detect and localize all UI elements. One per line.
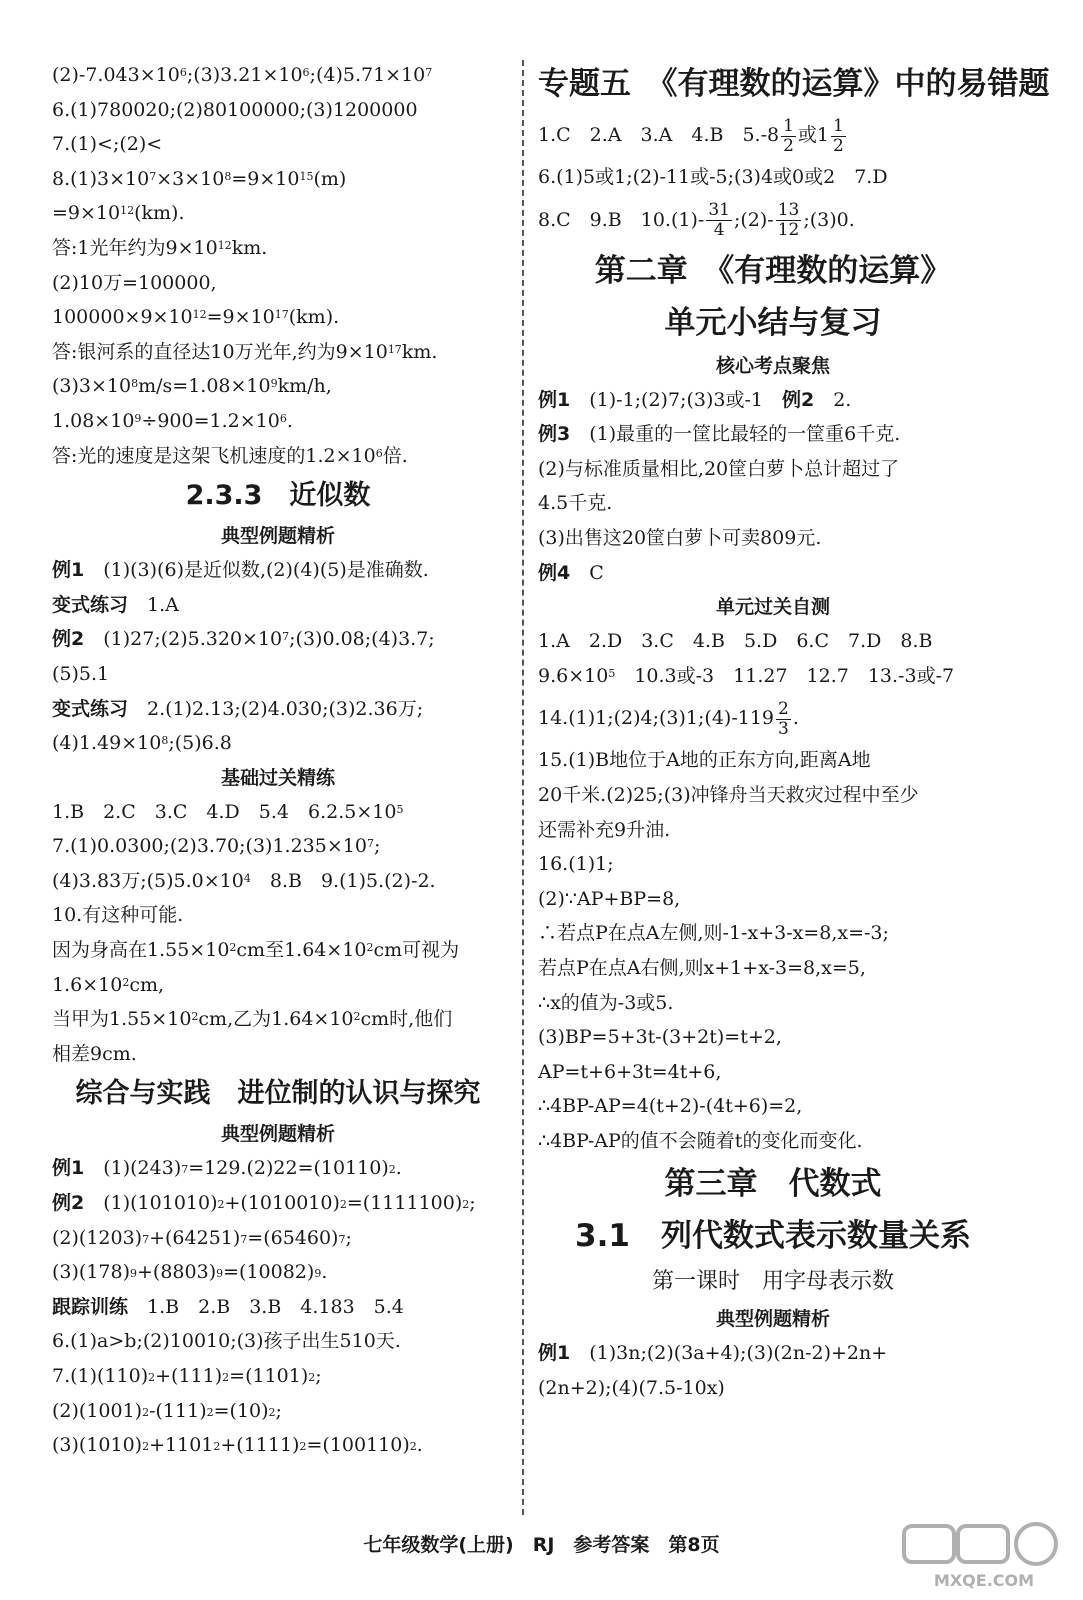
- answer-line: [52, 93, 504, 128]
- answer-line: [538, 882, 1008, 917]
- answer-text: =(100110): [306, 1434, 410, 1457]
- answer-text: 16.(1)1;: [538, 853, 614, 876]
- answer-text: (2n+2);(4)(7.5-10x): [538, 1377, 725, 1400]
- answer-text: (4)1.49×10: [52, 732, 162, 755]
- answer-line: [52, 162, 504, 197]
- section-heading: 专题五 《有理数的运算》中的易错题: [538, 66, 1050, 102]
- example-label: 例1: [52, 559, 85, 582]
- section-heading: 第二章 《有理数的运算》: [594, 252, 952, 289]
- base-subscript: 2: [142, 1440, 150, 1454]
- answer-text: m/s=1.08×10: [138, 375, 271, 398]
- answer-line: [538, 693, 1008, 743]
- exponent: 17: [274, 308, 289, 322]
- answer-line: [52, 657, 504, 692]
- base-subscript: 2: [462, 1198, 470, 1212]
- answer-text: =9×10: [206, 306, 275, 329]
- answer-line: [538, 847, 1008, 882]
- answer-text: 倍.: [382, 444, 408, 467]
- subsection-heading: 典型例题精析: [220, 1123, 335, 1146]
- answer-text: .: [286, 409, 293, 432]
- answer-text: 9.6×10: [538, 664, 609, 687]
- exponent: 7: [425, 66, 433, 79]
- answer-text: 20千米.(2)25;(3)冲锋舟当天救灾过程中至少: [538, 783, 919, 806]
- example-label: 跟踪训练: [52, 1295, 129, 1318]
- answer-text: cm可视为: [373, 939, 460, 962]
- answer-text: 1.6×10: [52, 973, 123, 996]
- answer-text: 10.有这种可能.: [52, 904, 184, 927]
- left-column: [52, 58, 504, 1463]
- answer-text: 相差9cm.: [52, 1042, 137, 1065]
- answer-text: =(10): [213, 1399, 269, 1422]
- answer-text: 若点P在点A右侧,则x+1+x-3=8,x=5,: [538, 956, 866, 979]
- answer-text: .: [416, 1434, 423, 1457]
- answer-text: ;(2)-: [733, 208, 774, 231]
- answer-text: 答:银河系的直径达10万光年,约为9×10: [52, 340, 388, 363]
- answer-text: ∴x的值为-3或5.: [538, 991, 674, 1014]
- answer-line: [538, 743, 1008, 778]
- fraction: [706, 201, 732, 240]
- example-label: 例1: [52, 1157, 85, 1180]
- answer-text: +(1111): [220, 1434, 300, 1457]
- answer-line: [52, 1255, 504, 1290]
- example-label: 例1: [538, 1342, 571, 1365]
- section-heading: 单元小结与复习: [664, 304, 882, 341]
- answer-text: (2)与标准质量相比,20筐白萝卜总计超过了: [538, 457, 900, 480]
- answer-line: [538, 659, 1008, 694]
- fraction-numerator: 13: [777, 200, 800, 221]
- right-column: [538, 58, 1050, 1406]
- base-subscript: 2: [222, 1371, 230, 1384]
- exponent: 9: [134, 411, 142, 425]
- subsection-heading: 典型例题精析: [715, 1308, 830, 1331]
- base-subscript: 2: [388, 1163, 396, 1177]
- answer-line: [52, 795, 504, 830]
- exponent: 2: [191, 1010, 199, 1024]
- fraction-denominator: 4: [713, 220, 725, 241]
- answer-text: 8.C 9.B 10.(1)-: [538, 208, 705, 231]
- answer-text: =(10082): [223, 1261, 315, 1284]
- section-heading: 2.3.3 近似数: [185, 480, 371, 512]
- exponent: 8: [224, 169, 232, 183]
- answer-line: [538, 986, 1008, 1021]
- exponent: 6: [375, 446, 383, 460]
- exponent: 12: [192, 308, 207, 322]
- base-subscript: 2: [299, 1440, 307, 1454]
- answer-text: (m): [313, 167, 347, 190]
- answer-text: (km).: [288, 306, 340, 329]
- answer-line: [52, 404, 504, 439]
- subsection-heading: 基础过关精练: [220, 766, 335, 789]
- answer-text: ;: [275, 1399, 282, 1422]
- answer-text: (1)(243): [84, 1157, 182, 1180]
- answer-text: (3)3×10: [52, 375, 132, 398]
- answer-text: 6.(1)780020;(2)80100000;(3)1200000: [52, 98, 418, 121]
- answer-line: [52, 1002, 504, 1037]
- base-subscript: 2: [148, 1371, 156, 1384]
- answer-line: [538, 110, 1008, 160]
- page-footer: 七年级数学(上册) RJ 参考答案 第8页: [363, 1534, 720, 1556]
- answer-text: 1.A: [128, 593, 179, 616]
- answer-line: [52, 1037, 504, 1072]
- answer-line: [538, 556, 1008, 591]
- answer-line: [52, 933, 504, 968]
- answer-line: [52, 231, 504, 266]
- answer-text: (5)5.1: [52, 662, 110, 685]
- subsection-heading: 核心考点聚焦: [715, 354, 830, 377]
- answer-text: 1.C 2.A 3.A 4.B 5.-8: [538, 124, 780, 146]
- answer-text: =129.(2)22=(10110): [188, 1157, 389, 1180]
- answer-line: [538, 160, 1008, 195]
- example-label: 变式练习: [52, 593, 129, 616]
- answer-text: (km).: [134, 202, 185, 225]
- fraction-numerator: 31: [708, 200, 730, 221]
- answer-line: [538, 1055, 1008, 1090]
- answer-text: 1.B 2.C 3.C 4.D 5.4 6.2.5×10: [52, 800, 397, 823]
- answer-line: [52, 335, 504, 370]
- answer-text: 还需补充9升油.: [538, 818, 671, 841]
- answer-text: .: [792, 707, 799, 730]
- answer-line: [538, 1020, 1008, 1055]
- answer-text: km/h,: [277, 375, 332, 398]
- answer-text: (2)10万=100000,: [52, 271, 217, 294]
- example-label: 例2: [52, 1192, 85, 1215]
- answer-line: [52, 829, 504, 864]
- answer-text: 答:光的速度是这架飞机速度的1.2×10: [52, 444, 376, 467]
- answer-text: 或1: [797, 124, 830, 146]
- answer-line: [538, 1089, 1008, 1124]
- answer-text: ;: [345, 1226, 352, 1249]
- answer-line: [538, 951, 1008, 986]
- base-subscript: 2: [409, 1440, 417, 1454]
- base-subscript: 7: [338, 1232, 346, 1246]
- section-heading: 综合与实践 进位制的认识与探究: [75, 1078, 481, 1110]
- fraction-denominator: 12: [777, 220, 800, 241]
- answer-text: 8.(1)3×10: [52, 167, 150, 190]
- answer-text: cm至1.64×10: [236, 939, 367, 962]
- exponent: 7: [366, 837, 374, 851]
- answer-text: cm,: [129, 973, 165, 996]
- answer-text: 7.(1)<;(2)<: [52, 133, 163, 156]
- fraction-denominator: 2: [833, 135, 844, 156]
- answer-text: 2.(1)2.13;(2)4.030;(3)2.36万;: [128, 697, 424, 720]
- answer-text: 2.: [814, 388, 852, 411]
- answer-line: [538, 1124, 1008, 1159]
- answer-text: ;(3)3.21×10: [186, 64, 303, 86]
- example-label: 例1: [538, 388, 571, 411]
- answer-line: [538, 521, 1008, 556]
- example-label: 例2: [781, 388, 815, 411]
- exponent: 5: [396, 802, 404, 816]
- answer-text: 14.(1)1;(2)4;(3)1;(4)-119: [538, 707, 775, 730]
- answer-line: [52, 1428, 504, 1463]
- answer-text: km.: [231, 236, 268, 259]
- answer-text: ∴4BP-AP的值不会随着t的变化而变化.: [538, 1129, 863, 1152]
- answer-line: [52, 266, 504, 301]
- answer-text: 1.A 2.D 3.C 4.B 5.D 6.C 7.D 8.B: [538, 630, 933, 653]
- answer-text: (2)-7.043×10: [52, 64, 180, 86]
- watermark-logo: [900, 1520, 1070, 1594]
- exponent: 2: [353, 1010, 361, 1024]
- answer-text: ×3×10: [156, 167, 225, 190]
- base-subscript: 2: [213, 1440, 221, 1454]
- subsection-heading: 单元过关自测: [715, 596, 830, 619]
- base-subscript: 7: [240, 1232, 248, 1246]
- example-label: 变式练习: [52, 697, 129, 720]
- exponent: 6: [302, 66, 310, 79]
- answer-line: [52, 1290, 504, 1325]
- answer-text: cm,乙为1.64×10: [198, 1008, 354, 1031]
- answer-text: ÷900=1.2×10: [141, 409, 280, 432]
- answer-line: [52, 553, 504, 588]
- answer-text: (2)(1203): [52, 1226, 143, 1249]
- base-subscript: 2: [217, 1198, 225, 1212]
- answer-text: .: [321, 1261, 328, 1284]
- fraction: [781, 117, 796, 156]
- answer-text: 100000×9×10: [52, 306, 193, 329]
- answer-text: ;(3)0.: [803, 208, 855, 231]
- answer-text: ;(4)5.71×10: [309, 64, 426, 86]
- base-subscript: 9: [314, 1267, 322, 1281]
- answer-text: (2)(1001): [52, 1399, 143, 1422]
- answer-text: cm时,他们: [360, 1008, 453, 1031]
- answer-line: [52, 369, 504, 404]
- answer-text: 10.3或-3 11.27 12.7 13.-3或-7: [615, 664, 955, 687]
- answer-text: +1101: [149, 1434, 214, 1457]
- answer-text: =(65460): [247, 1226, 339, 1249]
- base-subscript: 2: [339, 1198, 347, 1212]
- answer-line: [538, 916, 1008, 951]
- exponent: 15: [299, 169, 314, 183]
- subsection-heading: 典型例题精析: [220, 525, 335, 548]
- answer-text: (4)3.83万;(5)5.0×10: [52, 869, 244, 892]
- answer-text: -(111): [149, 1399, 207, 1422]
- base-subscript: 2: [206, 1405, 214, 1419]
- answer-line: [52, 127, 504, 162]
- answer-text: ∴4BP-AP=4(t+2)-(4t+6)=2,: [538, 1095, 803, 1118]
- column-divider: [522, 60, 524, 1515]
- answer-text: (3)出售这20筐白萝卜可卖809元.: [538, 526, 822, 549]
- answer-line: [52, 196, 504, 231]
- answer-text: 15.(1)B地位于A地的正东方向,距离A地: [538, 749, 871, 772]
- exponent: 8: [131, 377, 139, 391]
- answer-text: ;(3)0.08;(4)3.7;: [289, 628, 435, 651]
- answer-text: 1.08×10: [52, 409, 135, 432]
- answer-line: [538, 383, 1008, 418]
- answer-line: [52, 1394, 504, 1429]
- answer-text: +(64251): [149, 1226, 241, 1249]
- base-subscript: 7: [142, 1232, 150, 1246]
- answer-text: AP=t+6+3t=4t+6,: [538, 1060, 722, 1083]
- answer-line: [52, 622, 504, 657]
- exponent: 6: [179, 66, 187, 79]
- answer-text: (3)(1010): [52, 1434, 143, 1457]
- exponent: 8: [161, 734, 169, 748]
- fraction-denominator: 3: [778, 718, 789, 739]
- answer-text: (3)(178): [52, 1261, 131, 1284]
- base-subscript: 9: [216, 1267, 224, 1281]
- answer-text: =9×10: [231, 167, 300, 190]
- answer-line: [52, 692, 504, 727]
- answer-text: (1)-1;(2)7;(3)3或-1: [570, 388, 782, 411]
- answer-text: +(111): [155, 1365, 223, 1387]
- exponent: 17: [387, 342, 402, 356]
- section-heading: 第三章 代数式: [664, 1166, 882, 1203]
- answer-text: 8.B 9.(1)5.(2)-2.: [250, 869, 436, 892]
- answer-text: (2)∵AP+BP=8,: [538, 887, 681, 910]
- answer-text: 7.(1)(110): [52, 1365, 149, 1387]
- exponent: 12: [217, 238, 232, 252]
- answer-text: +(1010010): [224, 1192, 340, 1215]
- base-subscript: 2: [268, 1405, 276, 1419]
- answer-text: (1)(101010): [84, 1192, 218, 1215]
- exponent: 9: [270, 377, 278, 391]
- answer-line: [52, 1151, 504, 1186]
- answer-text: +(8803): [137, 1261, 217, 1284]
- answer-line: [52, 968, 504, 1003]
- answer-text: =(1101): [229, 1365, 309, 1387]
- answer-line: [52, 439, 504, 474]
- exponent: 5: [608, 666, 616, 680]
- answer-line: [52, 864, 504, 899]
- answer-text: (1)3n;(2)(3a+4);(3)(2n-2)+2n+: [570, 1342, 888, 1365]
- fraction-denominator: 2: [783, 135, 794, 156]
- answer-line: [52, 1221, 504, 1256]
- fraction-numerator: 2: [778, 698, 789, 719]
- fraction-numerator: 1: [783, 115, 794, 136]
- answer-line: [538, 417, 1008, 452]
- answer-text: 7.(1)0.0300;(2)3.70;(3)1.235×10: [52, 835, 367, 858]
- exponent: 7: [149, 169, 157, 183]
- exponent: 7: [282, 630, 290, 644]
- answer-text: 6.(1)5或1;(2)-11或-5;(3)4或0或2 7.D: [538, 166, 888, 188]
- answer-text: ∴若点P在点A左侧,则-1-x+3-x=8,x=-3;: [538, 922, 889, 945]
- fraction: [776, 700, 791, 739]
- answer-text: 因为身高在1.55×10: [52, 939, 230, 962]
- answer-text: (1)最重的一筐比最轻的一筐重6千克.: [570, 423, 901, 446]
- answer-text: (1)27;(2)5.320×10: [84, 628, 283, 651]
- watermark-url: MXQE.COM: [933, 1571, 1035, 1590]
- answer-line: [52, 898, 504, 933]
- answer-line: [52, 726, 504, 761]
- answer-text: km.: [401, 340, 438, 363]
- answer-text: 1.B 2.B 3.B 4.183 5.4: [128, 1295, 404, 1318]
- answer-text: =(1111100): [346, 1192, 463, 1215]
- answer-text: 4.5千克.: [538, 492, 613, 515]
- answer-text: C: [570, 561, 604, 584]
- base-subscript: 2: [308, 1371, 316, 1384]
- answer-text: 答:1光年约为9×10: [52, 236, 218, 259]
- answer-line: [52, 1186, 504, 1221]
- exponent: 6: [279, 411, 287, 425]
- answer-text: 当甲为1.55×10: [52, 1008, 192, 1031]
- example-label: 例4: [538, 561, 571, 584]
- answer-text: ;: [373, 835, 381, 858]
- answer-line: [538, 778, 1008, 813]
- exponent: 2: [366, 941, 374, 955]
- example-label: 例2: [52, 628, 85, 651]
- answer-line: [52, 58, 504, 93]
- answer-line: [538, 813, 1008, 848]
- answer-line: [52, 588, 504, 623]
- example-label: 例3: [538, 423, 571, 446]
- base-subscript: 7: [181, 1163, 189, 1177]
- answer-line: [52, 1324, 504, 1359]
- exponent: 2: [229, 941, 237, 955]
- exponent: 2: [122, 975, 130, 989]
- answer-line: [538, 195, 1008, 245]
- answer-line: [538, 452, 1008, 487]
- answer-text: (3)BP=5+3t-(3+2t)=t+2,: [538, 1026, 782, 1049]
- answer-line: [538, 1336, 1008, 1371]
- answer-text: ;: [315, 1365, 322, 1387]
- section-heading: 3.1 列代数式表示数量关系: [575, 1218, 971, 1255]
- answer-text: (1)(3)(6)是近似数,(2)(4)(5)是准确数.: [84, 559, 429, 582]
- answer-line: [52, 300, 504, 335]
- fraction: [776, 201, 802, 240]
- answer-text: .: [395, 1157, 402, 1180]
- exponent: 4: [243, 871, 251, 885]
- answer-text: ;: [469, 1192, 476, 1215]
- base-subscript: 9: [130, 1267, 138, 1281]
- answer-line: [538, 1371, 1008, 1406]
- answer-line: [538, 486, 1008, 521]
- answer-text: 6.(1)a>b;(2)10010;(3)孩子出生510天.: [52, 1330, 401, 1353]
- exponent: 12: [120, 204, 135, 218]
- answer-line: [52, 1359, 504, 1394]
- fraction-numerator: 1: [833, 115, 844, 136]
- answer-text: ;(5)6.8: [168, 732, 232, 755]
- answer-text: =9×10: [52, 202, 121, 225]
- answer-line: [538, 624, 1008, 659]
- base-subscript: 2: [142, 1405, 150, 1419]
- lesson-heading: 第一课时 用字母表示数: [651, 1269, 894, 1295]
- fraction: [831, 117, 846, 156]
